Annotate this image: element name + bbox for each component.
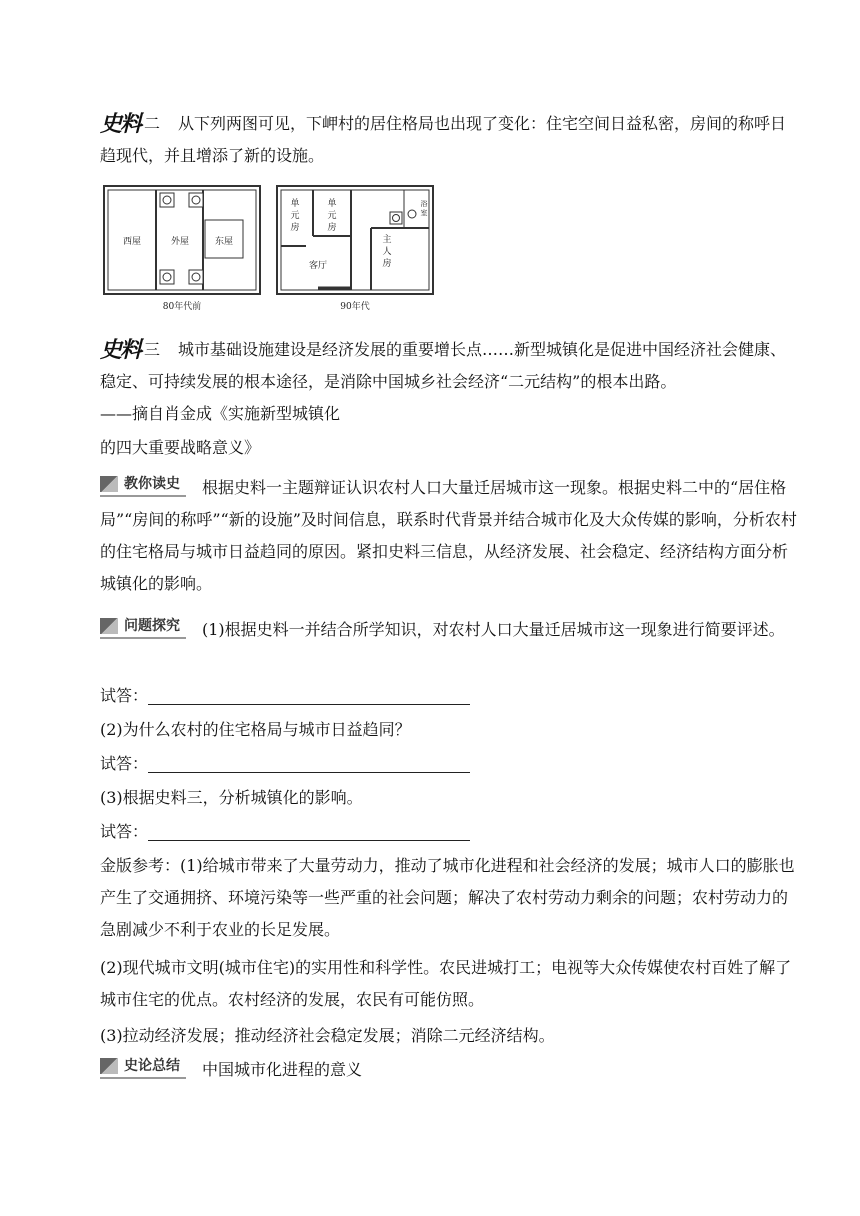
explore-q1 [100,614,800,646]
question-2: (2)为什么农村的住宅格局与城市日益趋同？ [100,720,411,739]
summary-paragraph [100,1054,800,1086]
floorplan-before-80s-diagram [103,184,261,314]
teach-text: 根据史料一主题辩证认识农村人口大量迁居城市这一现象。根据史料二中的“居住格局”“房间的称呼”“新的设施”及时间信息，联系时代背景并结合城市化及大众传媒的影响，分析农村的住宅格局与城市日益趋同的原因。紧扣史料三信息，从经济发展、社会稳定、经济结构方面分析城镇化的影响。 [100,478,797,593]
figure-caption: 80年代前 [162,302,202,312]
explore-label: 问题探究 [100,615,186,639]
room-label: 外屋 [170,237,190,247]
room-label: 西屋 [122,237,142,247]
teach-paragraph [100,472,800,600]
reference-answer-1: 金版参考：(1)给城市带来了大量劳动力，推动了城市化进程和社会经济的发展；城市人口的膨胀也产生了交通拥挤、环境污染等一些严重的社会问题；解决了农村劳动力剩余的问题；农村劳动力的急剧减少不利于农业的长足发展。 [100,856,795,939]
source2-paragraph [100,108,800,172]
floorplan-before-80s [103,184,261,318]
source2-text: 从下列两图可见，下岬村的居住格局也出现了变化：住宅空间日益私密，房间的称呼日趋现代，并且增添了新的设施。 [100,114,787,165]
room-label: 单元房 [290,199,300,233]
room-label: 客厅 [308,261,328,271]
summary-label: 史论总结 [100,1055,186,1079]
label-square-icon [100,618,118,634]
source-tag: 史料 [100,337,141,363]
citation-line2: 的四大重要战略意义》 [100,438,261,457]
room-label: 浴室 [420,200,428,217]
question-3: (3)根据史料三，分析城镇化的影响。 [100,788,363,807]
question-1: (1)根据史料一并结合所学知识，对农村人口大量迁居城市这一现象进行简要评述。 [202,620,785,639]
summary-text: 中国城市化进程的意义 [202,1060,363,1079]
answer-blank[interactable] [148,822,470,841]
reference-answer-2: (2)现代城市文明(城市住宅)的实用性和科学性。农民进城打工；电视等大众传媒使农村百姓了解了城市住宅的优点。农村经济的发展，农民有可能仿照。 [100,958,792,1009]
answer-blank[interactable] [148,754,470,773]
room-label: 主人房 [382,235,392,269]
reference-answer-3: (3)拉动经济发展；推动经济社会稳定发展；消除二元经济结构。 [100,1026,555,1045]
source-number: 三 [144,340,161,359]
answer-line-3: 试答： [100,816,800,848]
source3-text: 城市基础设施建设是经济发展的重要增长点……新型城镇化是促进中国经济社会健康、稳定、可持续发展的根本途径，是消除中国城乡社会经济“二元结构”的根本出路。 [100,340,787,391]
label-square-icon [100,1058,118,1074]
figure-caption: 90年代 [340,302,370,312]
source3-paragraph [100,334,800,398]
label-square-icon [100,476,118,492]
source-tag: 史料 [100,111,141,137]
floorplan-90s-diagram [276,184,434,314]
room-label: 单元房 [327,199,337,233]
answer-line-2: 试答： [100,748,800,780]
source-number: 二 [144,114,161,133]
floorplan-90s [276,184,434,318]
answer-blank[interactable] [148,686,470,705]
citation-line1: ——摘自肖金成《实施新型城镇化 [100,404,341,423]
teach-label: 教你读史 [100,473,186,497]
room-label: 东屋 [214,237,234,247]
answer-line-1: 试答： [100,680,800,712]
